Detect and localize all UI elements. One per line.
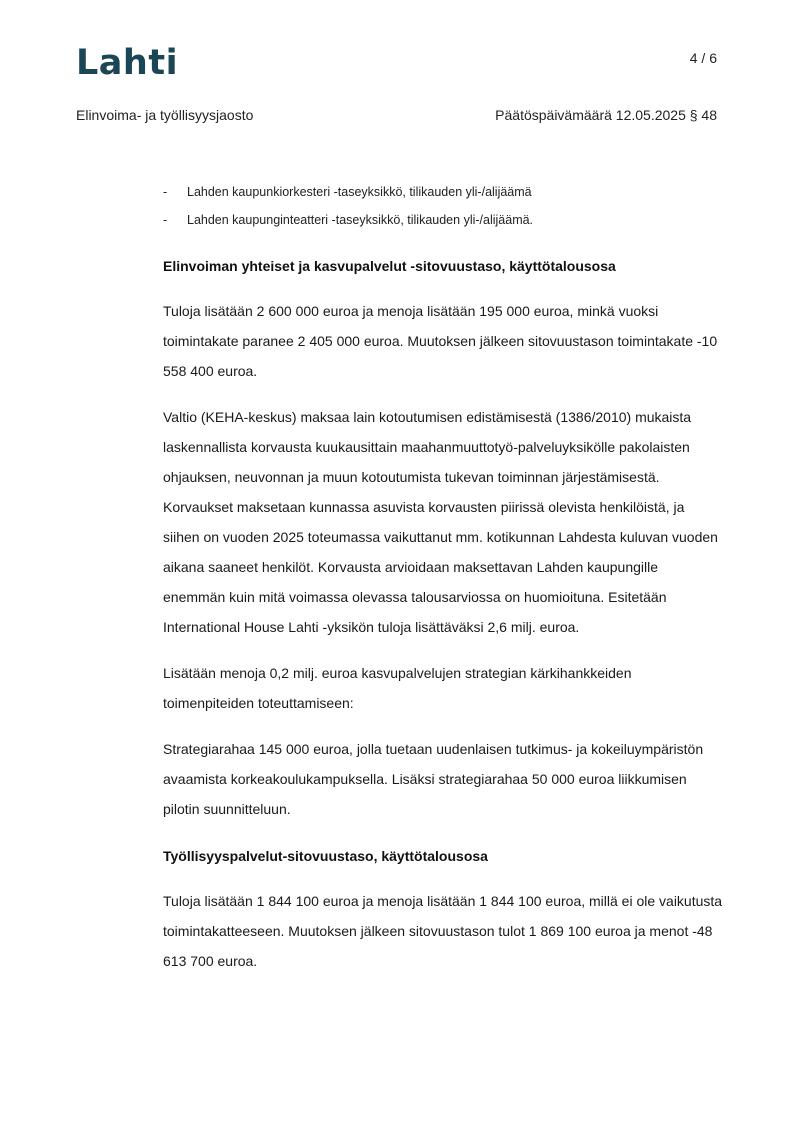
decision-date: Päätöspäivämäärä 12.05.2025 § 48 [495,107,717,123]
bullet-list [163,178,723,234]
section-heading: Työllisyyspalvelut-sitovuustaso, käyttötalousosa [163,848,488,864]
bullet-marker: - [163,185,168,199]
paragraph: Tuloja lisätään 2 600 000 euroa ja menoja lisätään 195 000 euroa, minkä vuoksi toimintakate paranee 2 405 000 euroa. Muutoksen jälkeen sitovuustason toimintakate -10 558 400 euroa. [163,303,718,379]
list-item [163,206,723,234]
paragraph: Tuloja lisätään 1 844 100 euroa ja menoja lisätään 1 844 100 euroa, millä ei ole vaikutusta toimintakatteeseen. Muutoksen jälkeen sitovuustason tulot 1 869 100 euroa ja menot -48 613 700 euroa. [163,893,723,969]
section-heading: Elinvoiman yhteiset ja kasvupalvelut -sitovuustaso, käyttötalousosa [163,258,616,274]
list-item-text: Lahden kaupunkiorkesteri -taseyksikkö, tilikauden yli-/alijäämä [187,185,532,199]
document-body [163,178,723,976]
paragraph: Strategiarahaa 145 000 euroa, jolla tuetaan uudenlaisen tutkimus- ja kokeiluympäristön avaamista korkeakoulukampuksella. Lisäksi strategiarahaa 50 000 euroa liikkumisen pilotin suunnitteluun. [163,741,704,817]
list-item-text: Lahden kaupunginteatteri -taseyksikkö, tilikauden yli-/alijäämä. [187,213,534,227]
committee-name: Elinvoima- ja työllisyysjaosto [76,107,254,123]
lahti-logo: Lahti [76,43,179,83]
page-number: 4 / 6 [689,50,717,66]
bullet-marker: - [163,213,168,227]
paragraph: Valtio (KEHA-keskus) maksaa lain kotoutumisen edistämisestä (1386/2010) mukaista laskennallista korvausta kuukausittain maahanmuuttotyö-palveluyksikölle pakolaisten ohjauksen, neuvonnan ja muun kotoutumista tukevan toiminnan järjestämisestä. Korvaukset maksetaan kunnassa asuvista korvausten piirissä olevista henkilöistä, ja siihen on vuoden 2025 toteumassa vaikuttanut mm. kotikunnan Lahdesta kuluvan vuoden aikana saaneet henkilöt. Korvausta arvioidaan maksettavan Lahden kaupungille enemmän kuin mitä voimassa olevassa talousarviossa on huomioituna. Esitetään International House Lahti -yksikön tuloja lisättäväksi 2,6 milj. euroa. [163,409,718,635]
list-item [163,178,723,206]
paragraph: Lisätään menoja 0,2 milj. euroa kasvupalvelujen strategian kärkihankkeiden toimenpiteiden toteuttamiseen: [163,665,632,711]
